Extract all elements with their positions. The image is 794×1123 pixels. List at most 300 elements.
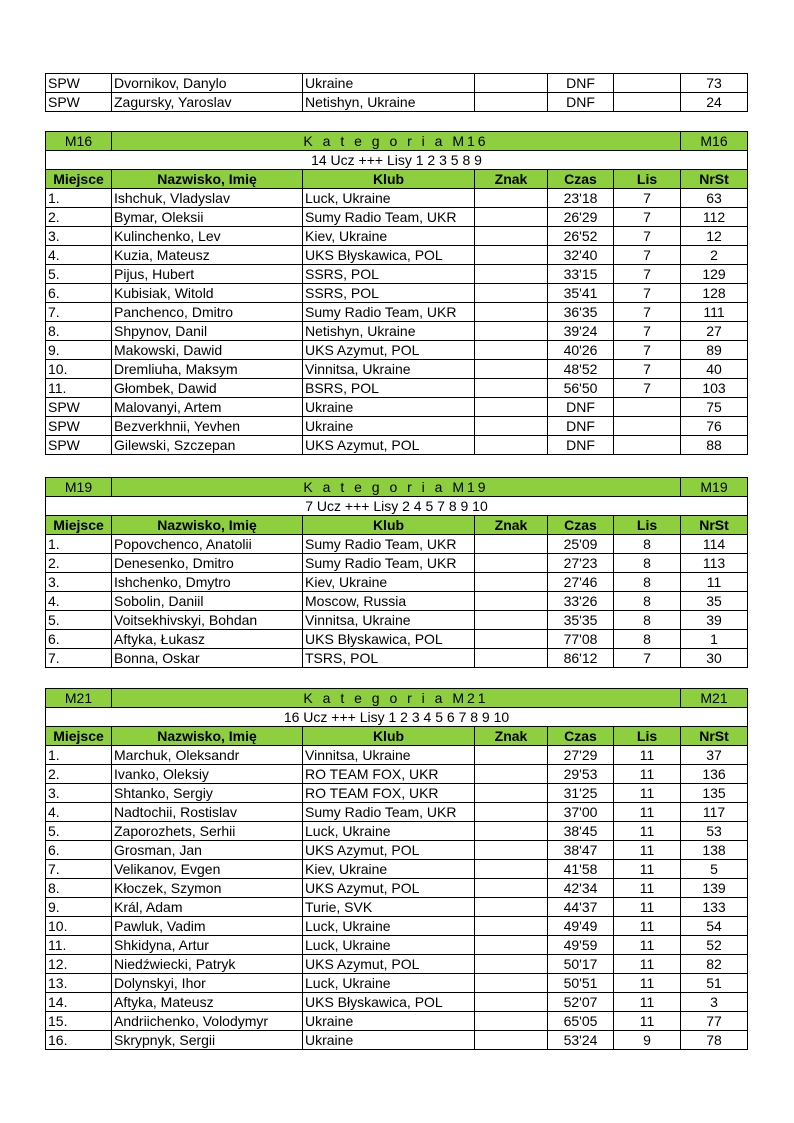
time-cell: 27'29 [548, 746, 614, 765]
club-cell: Ukraine [303, 74, 475, 93]
controls-cell: 11 [614, 879, 681, 898]
controls-cell: 7 [614, 284, 681, 303]
column-header: Klub [303, 727, 475, 746]
table-row [46, 611, 748, 630]
club-cell: RO TEAM FOX, UKR [303, 765, 475, 784]
name-cell: Pijus, Hubert [112, 265, 303, 284]
start-number-cell: 111 [681, 303, 748, 322]
start-number-cell: 1 [681, 630, 748, 649]
start-number-cell: 82 [681, 955, 748, 974]
club-cell: UKS Azymut, POL [303, 436, 475, 455]
place-cell: 11. [46, 936, 112, 955]
start-number-cell: 5 [681, 860, 748, 879]
sign-cell [475, 227, 548, 246]
table-row [46, 573, 748, 592]
start-number-cell: 12 [681, 227, 748, 246]
controls-cell: 11 [614, 993, 681, 1012]
name-cell: Velikanov, Evgen [112, 860, 303, 879]
category-code-right: M19 [681, 478, 748, 497]
controls-cell [614, 436, 681, 455]
start-number-cell: 24 [681, 93, 748, 112]
name-cell: Voitsekhivskyi, Bohdan [112, 611, 303, 630]
start-number-cell: 2 [681, 246, 748, 265]
controls-cell: 7 [614, 341, 681, 360]
place-cell: 3. [46, 227, 112, 246]
time-cell: 50'17 [548, 955, 614, 974]
name-cell: Dolynskyi, Ihor [112, 974, 303, 993]
place-cell: 9. [46, 898, 112, 917]
club-cell: Ukraine [303, 1031, 475, 1050]
sign-cell [475, 360, 548, 379]
name-cell: Dremliuha, Maksym [112, 360, 303, 379]
sign-cell [475, 936, 548, 955]
table-row [46, 955, 748, 974]
place-cell: 10. [46, 360, 112, 379]
start-number-cell: 40 [681, 360, 748, 379]
start-number-cell: 39 [681, 611, 748, 630]
time-cell: 86'12 [548, 649, 614, 668]
column-header: NrSt [681, 516, 748, 535]
table-row [46, 765, 748, 784]
table-row [46, 592, 748, 611]
club-cell: Sumy Radio Team, UKR [303, 208, 475, 227]
time-cell: 37'00 [548, 803, 614, 822]
table-row [46, 746, 748, 765]
table-row [46, 898, 748, 917]
start-number-cell: 3 [681, 993, 748, 1012]
place-cell: 2. [46, 765, 112, 784]
table-row [46, 974, 748, 993]
table-row [46, 535, 748, 554]
name-cell: Bymar, Oleksii [112, 208, 303, 227]
table-row [46, 436, 748, 455]
name-cell: Makowski, Dawid [112, 341, 303, 360]
sign-cell [475, 341, 548, 360]
controls-cell: 11 [614, 898, 681, 917]
start-number-cell: 30 [681, 649, 748, 668]
column-header: Znak [475, 170, 548, 189]
name-cell: Kulinchenko, Lev [112, 227, 303, 246]
category-title: K a t e g o r i a M16 [112, 132, 681, 151]
time-cell: 33'26 [548, 592, 614, 611]
time-cell: 42'34 [548, 879, 614, 898]
sign-cell [475, 649, 548, 668]
table-row [46, 284, 748, 303]
time-cell: DNF [548, 398, 614, 417]
sign-cell [475, 246, 548, 265]
category-table-m16 [45, 131, 748, 455]
name-cell: Skrypnyk, Sergii [112, 1031, 303, 1050]
name-cell: Kuzia, Mateusz [112, 246, 303, 265]
sign-cell [475, 379, 548, 398]
sign-cell [475, 284, 548, 303]
controls-cell: 8 [614, 630, 681, 649]
time-cell: 27'46 [548, 573, 614, 592]
column-header: Czas [548, 516, 614, 535]
sign-cell [475, 898, 548, 917]
sign-cell [475, 265, 548, 284]
column-header: Miejsce [46, 516, 112, 535]
controls-cell: 7 [614, 322, 681, 341]
controls-cell: 7 [614, 379, 681, 398]
time-cell: 40'26 [548, 341, 614, 360]
column-header: Znak [475, 727, 548, 746]
time-cell: 41'58 [548, 860, 614, 879]
start-number-cell: 78 [681, 1031, 748, 1050]
place-cell: 8. [46, 322, 112, 341]
controls-cell: 11 [614, 784, 681, 803]
category-info-row [46, 151, 748, 170]
column-header: NrSt [681, 170, 748, 189]
category-info: 14 Ucz +++ Lisy 1 2 3 5 8 9 [46, 151, 748, 170]
time-cell: 26'29 [548, 208, 614, 227]
name-cell: Dvornikov, Danylo [112, 74, 303, 93]
start-number-cell: 133 [681, 898, 748, 917]
club-cell: Vinnitsa, Ukraine [303, 611, 475, 630]
table-row [46, 322, 748, 341]
place-cell: 7. [46, 860, 112, 879]
club-cell: Sumy Radio Team, UKR [303, 535, 475, 554]
place-cell: 15. [46, 1012, 112, 1031]
time-cell: 65'05 [548, 1012, 614, 1031]
name-cell: Shpynov, Danil [112, 322, 303, 341]
club-cell: RO TEAM FOX, UKR [303, 784, 475, 803]
time-cell: 33'15 [548, 265, 614, 284]
controls-cell: 8 [614, 573, 681, 592]
club-cell: BSRS, POL [303, 379, 475, 398]
club-cell: Ukraine [303, 1012, 475, 1031]
start-number-cell: 136 [681, 765, 748, 784]
sign-cell [475, 189, 548, 208]
place-cell: 1. [46, 535, 112, 554]
time-cell: DNF [548, 93, 614, 112]
controls-cell: 11 [614, 860, 681, 879]
time-cell: 25'09 [548, 535, 614, 554]
column-header: Miejsce [46, 170, 112, 189]
sign-cell [475, 993, 548, 1012]
table-row [46, 417, 748, 436]
time-cell: 23'18 [548, 189, 614, 208]
time-cell: 35'41 [548, 284, 614, 303]
time-cell: 39'24 [548, 322, 614, 341]
time-cell: 31'25 [548, 784, 614, 803]
category-table-m21 [45, 688, 748, 1050]
club-cell: SSRS, POL [303, 284, 475, 303]
table-row [46, 630, 748, 649]
place-cell: 14. [46, 993, 112, 1012]
club-cell: Netishyn, Ukraine [303, 93, 475, 112]
name-cell: Zaporozhets, Serhii [112, 822, 303, 841]
club-cell: SSRS, POL [303, 265, 475, 284]
table-row [46, 860, 748, 879]
table-row [46, 208, 748, 227]
club-cell: Vinnitsa, Ukraine [303, 746, 475, 765]
time-cell: 26'52 [548, 227, 614, 246]
controls-cell: 7 [614, 265, 681, 284]
controls-cell: 8 [614, 535, 681, 554]
place-cell: 6. [46, 841, 112, 860]
category-title-row [46, 478, 748, 497]
time-cell: 38'47 [548, 841, 614, 860]
controls-cell: 8 [614, 554, 681, 573]
category-code-left: M21 [46, 689, 112, 708]
column-header: Nazwisko, Imię [112, 170, 303, 189]
sign-cell [475, 765, 548, 784]
category-info-row [46, 708, 748, 727]
start-number-cell: 54 [681, 917, 748, 936]
column-header: NrSt [681, 727, 748, 746]
table-row [46, 784, 748, 803]
start-number-cell: 138 [681, 841, 748, 860]
place-cell: 3. [46, 784, 112, 803]
sign-cell [475, 208, 548, 227]
table-row [46, 803, 748, 822]
start-number-cell: 35 [681, 592, 748, 611]
place-cell: 5. [46, 265, 112, 284]
start-number-cell: 113 [681, 554, 748, 573]
place-cell: 7. [46, 303, 112, 322]
start-number-cell: 76 [681, 417, 748, 436]
table-row [46, 841, 748, 860]
category-info: 16 Ucz +++ Lisy 1 2 3 4 5 6 7 8 9 10 [46, 708, 748, 727]
time-cell: DNF [548, 74, 614, 93]
club-cell: Luck, Ukraine [303, 189, 475, 208]
sign-cell [475, 917, 548, 936]
table-row [46, 227, 748, 246]
place-cell: 13. [46, 974, 112, 993]
start-number-cell: 51 [681, 974, 748, 993]
place-cell: 9. [46, 341, 112, 360]
name-cell: Shkidyna, Artur [112, 936, 303, 955]
category-code-right: M21 [681, 689, 748, 708]
place-cell: 16. [46, 1031, 112, 1050]
sign-cell [475, 955, 548, 974]
start-number-cell: 52 [681, 936, 748, 955]
column-header: Miejsce [46, 727, 112, 746]
sign-cell [475, 822, 548, 841]
name-cell: Panchenco, Dmitro [112, 303, 303, 322]
place-cell: 4. [46, 246, 112, 265]
club-cell: Kiev, Ukraine [303, 227, 475, 246]
sign-cell [475, 554, 548, 573]
name-cell: Kubisiak, Witold [112, 284, 303, 303]
name-cell: Malovanyi, Artem [112, 398, 303, 417]
controls-cell: 7 [614, 360, 681, 379]
name-cell: Ivanko, Oleksiy [112, 765, 303, 784]
club-cell: UKS Azymut, POL [303, 879, 475, 898]
sign-cell [475, 398, 548, 417]
start-number-cell: 103 [681, 379, 748, 398]
controls-cell: 11 [614, 936, 681, 955]
name-cell: Shtanko, Sergiy [112, 784, 303, 803]
place-cell: SPW [46, 436, 112, 455]
time-cell: DNF [548, 417, 614, 436]
table-row [46, 341, 748, 360]
column-header: Lis [614, 170, 681, 189]
controls-cell [614, 74, 681, 93]
table-row [46, 265, 748, 284]
controls-cell: 11 [614, 765, 681, 784]
name-cell: Marchuk, Oleksandr [112, 746, 303, 765]
time-cell: 56'50 [548, 379, 614, 398]
place-cell: 2. [46, 554, 112, 573]
table-row [46, 554, 748, 573]
start-number-cell: 88 [681, 436, 748, 455]
time-cell: DNF [548, 436, 614, 455]
start-number-cell: 53 [681, 822, 748, 841]
controls-cell: 7 [614, 246, 681, 265]
club-cell: UKS Azymut, POL [303, 841, 475, 860]
place-cell: 6. [46, 284, 112, 303]
place-cell: SPW [46, 398, 112, 417]
controls-cell [614, 398, 681, 417]
club-cell: Luck, Ukraine [303, 917, 475, 936]
name-cell: Král, Adam [112, 898, 303, 917]
controls-cell: 11 [614, 803, 681, 822]
start-number-cell: 117 [681, 803, 748, 822]
category-title-row [46, 689, 748, 708]
sign-cell [475, 879, 548, 898]
club-cell: Moscow, Russia [303, 592, 475, 611]
start-number-cell: 112 [681, 208, 748, 227]
sign-cell [475, 803, 548, 822]
table-row [46, 993, 748, 1012]
table-row [46, 822, 748, 841]
column-header: Klub [303, 170, 475, 189]
club-cell: Sumy Radio Team, UKR [303, 303, 475, 322]
name-cell: Denesenko, Dmitro [112, 554, 303, 573]
table-row [46, 360, 748, 379]
controls-cell: 8 [614, 592, 681, 611]
start-number-cell: 139 [681, 879, 748, 898]
place-cell: 3. [46, 573, 112, 592]
table-row [46, 303, 748, 322]
place-cell: 4. [46, 592, 112, 611]
controls-cell: 7 [614, 303, 681, 322]
controls-cell: 11 [614, 955, 681, 974]
sign-cell [475, 436, 548, 455]
time-cell: 53'24 [548, 1031, 614, 1050]
place-cell: 7. [46, 649, 112, 668]
category-table-m19 [45, 477, 748, 668]
club-cell: Ukraine [303, 417, 475, 436]
name-cell: Niedźwiecki, Patryk [112, 955, 303, 974]
category-title-row [46, 132, 748, 151]
name-cell: Bonna, Oskar [112, 649, 303, 668]
column-header: Czas [548, 170, 614, 189]
column-header: Nazwisko, Imię [112, 727, 303, 746]
controls-cell: 7 [614, 208, 681, 227]
column-header: Lis [614, 516, 681, 535]
sign-cell [475, 573, 548, 592]
start-number-cell: 63 [681, 189, 748, 208]
place-cell: 5. [46, 822, 112, 841]
name-cell: Kłoczek, Szymon [112, 879, 303, 898]
club-cell: UKS Błyskawica, POL [303, 993, 475, 1012]
sign-cell [475, 746, 548, 765]
name-cell: Sobolin, Daniil [112, 592, 303, 611]
category-code-left: M16 [46, 132, 112, 151]
table-row [46, 398, 748, 417]
start-number-cell: 77 [681, 1012, 748, 1031]
table-row [46, 917, 748, 936]
sign-cell [475, 303, 548, 322]
category-info: 7 Ucz +++ Lisy 2 4 5 7 8 9 10 [46, 497, 748, 516]
category-info-row [46, 497, 748, 516]
sign-cell [475, 417, 548, 436]
club-cell: UKS Błyskawica, POL [303, 246, 475, 265]
name-cell: Pawluk, Vadim [112, 917, 303, 936]
place-cell: SPW [46, 74, 112, 93]
controls-cell: 7 [614, 649, 681, 668]
club-cell: Netishyn, Ukraine [303, 322, 475, 341]
club-cell: UKS Błyskawica, POL [303, 630, 475, 649]
name-cell: Bezverkhnii, Yevhen [112, 417, 303, 436]
column-header: Klub [303, 516, 475, 535]
start-number-cell: 89 [681, 341, 748, 360]
sign-cell [475, 322, 548, 341]
time-cell: 50'51 [548, 974, 614, 993]
table-row [46, 246, 748, 265]
column-header-row [46, 170, 748, 189]
column-header: Lis [614, 727, 681, 746]
sign-cell [475, 1031, 548, 1050]
name-cell: Nadtochii, Rostislav [112, 803, 303, 822]
sign-cell [475, 1012, 548, 1031]
name-cell: Aftyka, Mateusz [112, 993, 303, 1012]
place-cell: 10. [46, 917, 112, 936]
time-cell: 49'49 [548, 917, 614, 936]
controls-cell: 7 [614, 189, 681, 208]
start-number-cell: 37 [681, 746, 748, 765]
club-cell: Kiev, Ukraine [303, 860, 475, 879]
controls-cell [614, 93, 681, 112]
controls-cell: 11 [614, 822, 681, 841]
sign-cell [475, 592, 548, 611]
category-title: K a t e g o r i a M19 [112, 478, 681, 497]
club-cell: Turie, SVK [303, 898, 475, 917]
table-row [46, 379, 748, 398]
controls-cell: 11 [614, 841, 681, 860]
place-cell: 4. [46, 803, 112, 822]
controls-cell: 8 [614, 611, 681, 630]
time-cell: 48'52 [548, 360, 614, 379]
table-row [46, 1012, 748, 1031]
name-cell: Andriichenko, Volodymyr [112, 1012, 303, 1031]
controls-cell: 11 [614, 917, 681, 936]
club-cell: UKS Azymut, POL [303, 341, 475, 360]
name-cell: Gilewski, Szczepan [112, 436, 303, 455]
time-cell: 36'35 [548, 303, 614, 322]
time-cell: 27'23 [548, 554, 614, 573]
sign-cell [475, 93, 548, 112]
name-cell: Popovchenco, Anatolii [112, 535, 303, 554]
start-number-cell: 114 [681, 535, 748, 554]
table-row [46, 1031, 748, 1050]
controls-cell: 9 [614, 1031, 681, 1050]
club-cell: Luck, Ukraine [303, 822, 475, 841]
time-cell: 38'45 [548, 822, 614, 841]
club-cell: Sumy Radio Team, UKR [303, 554, 475, 573]
club-cell: Luck, Ukraine [303, 936, 475, 955]
controls-cell: 7 [614, 227, 681, 246]
club-cell: Kiev, Ukraine [303, 573, 475, 592]
place-cell: 8. [46, 879, 112, 898]
club-cell: UKS Azymut, POL [303, 955, 475, 974]
sign-cell [475, 974, 548, 993]
start-number-cell: 11 [681, 573, 748, 592]
name-cell: Grosman, Jan [112, 841, 303, 860]
